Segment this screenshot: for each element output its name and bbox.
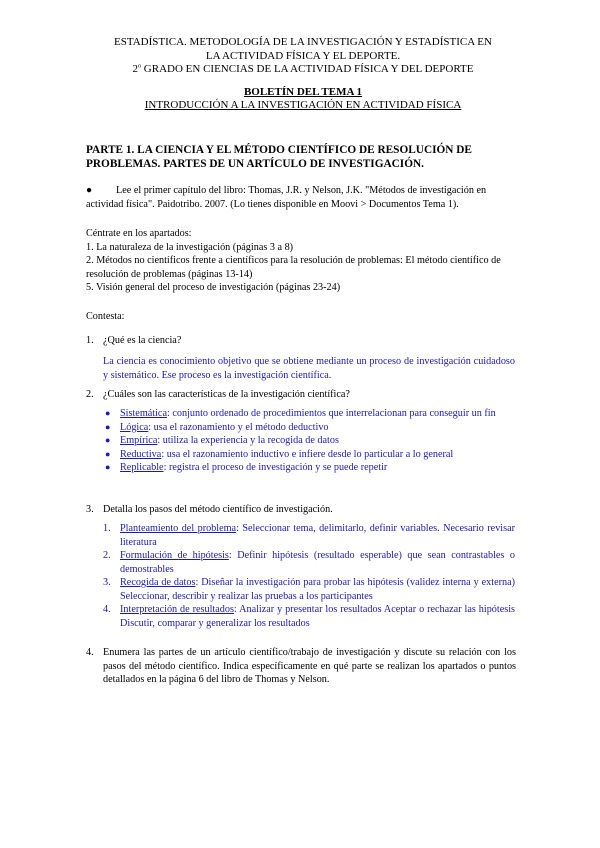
item-number: 2. [103,550,111,561]
method-steps-list [103,522,515,630]
item-term: Replicable [120,462,164,473]
list-item [103,576,515,603]
item-description: : utiliza la experiencia y la recogida de datos [157,435,339,446]
bulletin-title: BOLETÍN DEL TEMA 1 [243,86,363,98]
item-term: Sistemática [120,408,167,419]
list-item [103,461,515,475]
answer-1: La ciencia es conocimiento objetivo que se obtiene mediante un proceso de investigación cuidadoso y sistemático. Ese proceso es la investigación científica. [103,356,515,381]
reading-instruction [86,184,516,211]
document-header [88,36,518,77]
item-term: Planteamiento del problema [120,523,237,534]
item-number: 1. [103,523,111,534]
list-item [103,603,515,630]
item-term: Lógica [120,421,149,433]
header-line-1: ESTADÍSTICA. METODOLOGÍA DE LA INVESTIGACIÓN Y ESTADÍSTICA EN [114,36,492,48]
bullet-icon: ● [105,435,111,445]
header-grade-text: GRADO EN CIENCIAS DE LA ACTIVIDAD FÍSICA Y DEL DEPORTE [141,63,474,75]
sections-block [86,227,516,295]
bullet-icon: ● [86,185,93,196]
question-text: ¿Qué es la ciencia? [103,335,182,346]
characteristics-list [103,407,515,475]
reading-instruction-text: Lee el primer capítulo del libro: Thomas, J.R. y Nelson, J.K. "Métodos de investigación en actividad física". Paidotribo. 2007. (Lo tienes disponible en Moovi > Documentos Tema 1). [86,185,487,210]
item-number: 3. [103,577,111,588]
question-text: Enumera las partes de un artículo científico/trabajo de investigación y discute su relación con los pasos del método científico. Indica específicamente en qué parte se realizan los apartados o puntos detallados en la página 6 del libro de Thomas y Nelson. [103,647,516,685]
item-number: 4. [103,604,111,615]
question-text: ¿Cuáles son las características de la investigación científica? [103,389,350,400]
item-description: : registra el proceso de investigación y se puede repetir [163,462,388,473]
sections-label: Céntrate en los apartados: [86,228,192,239]
list-item [103,421,515,435]
item-term: Interpretación de resultados [120,604,234,615]
question-number: 4. [86,647,94,658]
item-description: : conjunto ordenado de procedimientos que interrelacionan para conseguir un fin [166,408,496,419]
bullet-icon: ● [105,421,111,432]
section-item: 5. Visión general del proceso de investigación (páginas 23-24) [86,282,341,293]
question-text: Detalla los pasos del método científico de investigación. [103,504,333,515]
section-item: 1. La naturaleza de la investigación (páginas 3 a 8) [86,241,294,253]
bullet-icon: ● [105,448,111,459]
header-grade-number: 2 [132,63,139,75]
item-description: : Definir hipótesis (resultado esperable) que sean contrastables o demostrables [120,550,515,575]
item-description: : Diseñar la investigación para probar las hipótesis (validez interna y externa) Seleccionar, describir y realizar las pruebas a los participantes [120,577,515,602]
header-line-3 [88,63,518,77]
item-term: Empírica [120,435,158,446]
item-description: : usa el razonamiento inductivo e infiere desde lo particular a lo general [161,448,454,460]
list-item [103,549,515,576]
list-item [103,434,515,448]
item-description: : usa el razonamiento y el método deductivo [148,421,329,433]
section-item: 2. Métodos no científicos frente a científicos para la resolución de problemas: El método científico de resolución de problemas (páginas 13-14) [86,255,501,280]
item-term: Reductiva [120,448,162,460]
bulletin-subtitle: INTRODUCCIÓN A LA INVESTIGACIÓN EN ACTIVIDAD FÍSICA [144,99,462,111]
part-heading: PARTE 1. LA CIENCIA Y EL MÉTODO CIENTÍFICO DE RESOLUCIÓN DE PROBLEMAS. PARTES DE UN ARTÍCULO DE INVESTIGACIÓN. [86,144,472,170]
item-term: Recogida de datos [120,577,196,588]
item-term: Formulación de hipótesis [120,550,229,561]
question-number: 1. [86,335,94,346]
item-description: : Seleccionar tema, delimitarlo, definir variables. Necesario revisar literatura [120,523,515,548]
list-item [103,448,515,462]
list-item [103,407,515,421]
bullet-icon: ● [105,462,111,472]
header-grade-superscript: o [138,63,142,70]
item-description: : Analizar y presentar los resultados Aceptar o rechazar las hipótesis Discutir, comparar y generalizar los resultados [120,604,515,629]
question-number: 3. [86,504,94,515]
header-line-2: LA ACTIVIDAD FÍSICA Y EL DEPORTE. [205,49,401,62]
list-item [103,522,515,549]
bullet-icon: ● [105,408,111,418]
answer-prompt: Contesta: [86,311,125,322]
question-number: 2. [86,389,94,400]
bulletin-title-block [88,86,518,112]
